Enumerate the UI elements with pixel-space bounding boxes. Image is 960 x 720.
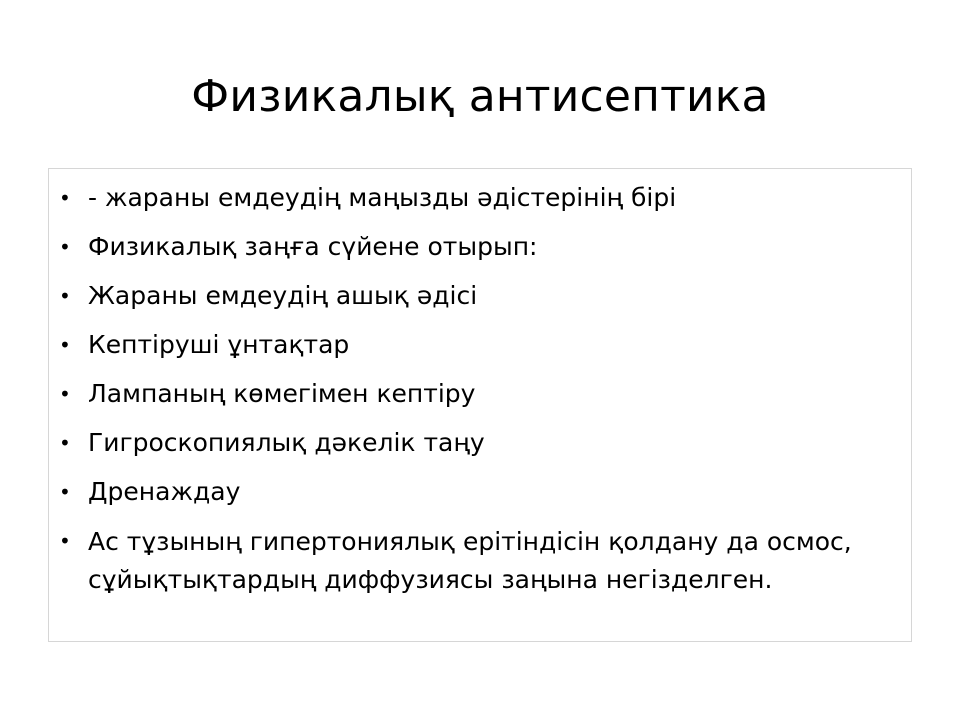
list-item bbox=[59, 327, 899, 363]
bullet-icon: • bbox=[59, 333, 71, 357]
list-item-text: Ас тұзының гипертониялық ерітіндісін қолдану да осмос, сұйықтықтардың диффузиясы заңына негізделген. bbox=[88, 527, 852, 594]
bullet-icon: • bbox=[59, 186, 71, 210]
list-item-text: Дренаждау bbox=[88, 477, 241, 506]
content-box bbox=[48, 168, 912, 642]
bullet-icon: • bbox=[59, 235, 71, 259]
list-item-text: Лампаның көмегімен кептіру bbox=[88, 379, 476, 408]
bullet-icon: • bbox=[59, 529, 71, 553]
bullet-icon: • bbox=[59, 284, 71, 308]
list-item-text: Жараны емдеудің ашық әдісі bbox=[88, 281, 478, 310]
bullet-icon: • bbox=[59, 431, 71, 455]
list-item bbox=[59, 278, 899, 314]
bullet-icon: • bbox=[59, 480, 71, 504]
list-item-text: Кептіруші ұнтақтар bbox=[88, 330, 350, 359]
list-item-text: - жараны емдеудің маңызды әдістерінің бірі bbox=[88, 183, 677, 212]
list-item bbox=[59, 180, 899, 216]
list-item bbox=[59, 229, 899, 265]
slide-title: Физикалық антисептика bbox=[191, 71, 769, 122]
list-item-text: Физикалық заңға сүйене отырып: bbox=[88, 232, 538, 261]
bullet-icon: • bbox=[59, 382, 71, 406]
bullet-list bbox=[59, 180, 899, 599]
list-item-text: Гигроскопиялық дәкелік таңу bbox=[88, 428, 485, 457]
list-item bbox=[59, 376, 899, 412]
list-item bbox=[59, 474, 899, 510]
list-item bbox=[59, 425, 899, 461]
list-item bbox=[59, 523, 899, 599]
